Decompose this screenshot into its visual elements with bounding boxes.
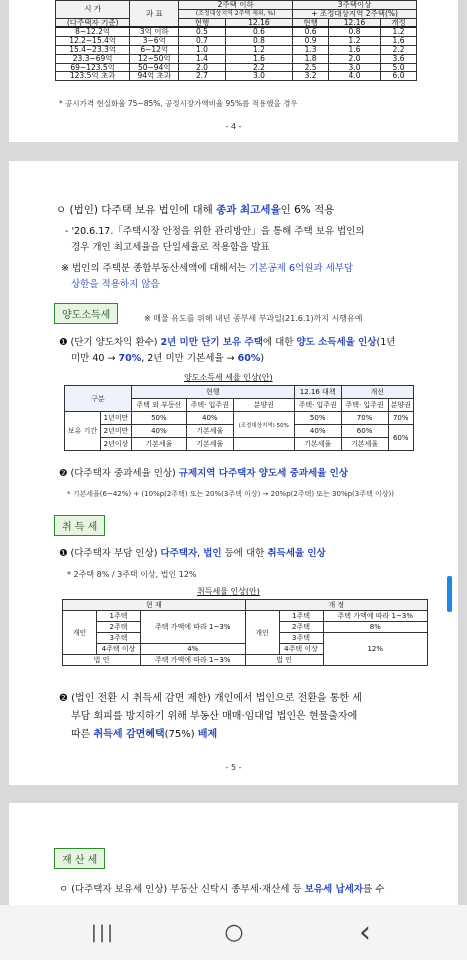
table-cell: 3억 이하 <box>130 27 179 36</box>
table-cell: 1.6 <box>381 37 417 46</box>
table-cell: 60% <box>388 425 413 451</box>
text: 따른 <box>71 729 94 740</box>
table-cell: 1.6 <box>329 45 381 54</box>
table-cell: 3.0 <box>225 72 292 81</box>
highlight-text: 보유세 납세자 <box>304 884 364 895</box>
highlight-text: 규제지역 다주택자 양도세 중과세율 인상 <box>178 468 349 479</box>
table-cell: 법 인 <box>63 655 141 666</box>
table-cell: 70% <box>341 412 388 425</box>
highlight-text: 기본공제 6억원과 세부담 <box>249 263 354 274</box>
text: 등에 대한 <box>221 548 268 559</box>
item-multi-home-surcharge <box>59 465 348 483</box>
highlight-text: 취득세율 인상 <box>267 548 326 559</box>
footnote: * 기본세율(6~42%) + (10%p(2주택) 또는 20%(3주택 이상) → 20%p(2주택) 또는 30%p(3주택 이상)) <box>67 490 394 498</box>
table-cell: 50% <box>294 412 341 425</box>
page-number: - 4 - <box>225 122 242 131</box>
table-cell: (조정대상지역) 50% <box>233 412 294 438</box>
table-header: 개정 <box>381 18 417 27</box>
paragraph-line: - '20.6.17.「주택시장 안정을 위한 관리방안」을 통해 주택 보유 법인의 <box>65 226 365 237</box>
table-side-header: 보유 기간 <box>65 412 101 451</box>
back-icon[interactable]: ‹ <box>359 914 371 950</box>
table-cell: 3~6억 <box>130 37 179 46</box>
table-header: 12.16 <box>225 18 292 27</box>
table-cell: 2년이상 <box>101 438 132 451</box>
home-icon[interactable]: ○ <box>224 919 244 945</box>
table-cell: 3.6 <box>381 54 417 63</box>
paragraph-line: 경우 개인 최고세율을 단일세율로 적용함을 발표 <box>71 242 270 253</box>
table-cell: 기본세율 <box>294 438 341 451</box>
highlight-text: 종과 최고세율 <box>216 204 281 216</box>
text: ) <box>260 353 265 364</box>
table-cell: 69~123.5억 <box>56 63 130 72</box>
table-header: 과 표 <box>130 1 179 28</box>
table-row <box>56 72 417 81</box>
navigation-bar <box>0 905 467 960</box>
table-cell: 40% <box>294 425 341 438</box>
table-cell: 0.8 <box>329 27 381 36</box>
table-cell: 12~50억 <box>130 54 179 63</box>
table-cell: 주택 가액에 따라 1~3% <box>141 611 246 644</box>
table-header: 현행 <box>293 18 329 27</box>
table-header: 주택· 입주권 <box>341 399 388 412</box>
table-cell: 3주택 <box>97 633 141 644</box>
table-row <box>56 54 417 63</box>
text: ❷ (다주택자 중과세율 인상) <box>59 468 179 479</box>
table-cell: 0.9 <box>293 37 329 46</box>
table-header: 분양권 <box>233 399 294 412</box>
table-cell: 50~94억 <box>130 63 179 72</box>
table-cell: 2.0 <box>329 54 381 63</box>
table-cell: 법 인 <box>245 655 323 666</box>
text: (75%) <box>164 729 198 740</box>
table-cell: 40% <box>131 425 186 438</box>
table-cell: 기본세율 <box>131 438 186 451</box>
table-header: + 조정대상지역 2주택(%) <box>293 9 417 18</box>
table-header: 구분 <box>65 386 132 412</box>
table-header: 주택 외 부동산 <box>131 399 186 412</box>
table-cell: 5.0 <box>381 63 417 72</box>
table-cell: 3.0 <box>329 63 381 72</box>
text: ※ 법인의 주택분 종합부동산세액에 대해서는 <box>61 263 250 274</box>
table-cell: 2.2 <box>381 45 417 54</box>
highlight-text: 다주택자 <box>160 548 198 559</box>
highlight-text: 양도 소득세율 인상 <box>296 337 377 348</box>
table-cell: 1주택 <box>279 611 323 622</box>
table-cell: 15.4~23.3억 <box>56 45 130 54</box>
section-tag-acquisition-tax: 취 득 세 <box>54 515 105 536</box>
table-cell: 6~12억 <box>130 45 179 54</box>
paragraph-trust-tax <box>59 881 384 899</box>
table-cell: 4주택 이상 <box>97 644 141 655</box>
footnote: * 2주택 8% / 3주택 이상, 법인 12% <box>67 570 197 579</box>
table-header: 분양권 <box>388 399 413 412</box>
property-tax-rate-table <box>55 0 417 81</box>
table-cell: 기본세율 <box>186 438 233 451</box>
paragraph-note <box>71 276 160 294</box>
highlight-text: 70% <box>118 353 142 364</box>
table-header: 현 재 <box>63 600 246 611</box>
highlight-text: 상한을 적용하지 않음 <box>71 279 160 290</box>
section-tag-transfer-tax: 양도소득세 <box>54 303 118 324</box>
text: ❶ (다주택자 부담 인상) <box>59 548 161 559</box>
table-cell: 94억 초과 <box>130 72 179 81</box>
table-caption: 양도소득세 세율 인상(안) <box>184 373 273 382</box>
text: ㅇ (다주택자 보유세 인상) 부동산 신탁시 종부세·재산세 등 <box>59 884 305 895</box>
table-cell: 2.5 <box>293 63 329 72</box>
table-cell: 1.2 <box>329 37 381 46</box>
table-cell: 2주택 <box>279 622 323 633</box>
document-page-5 <box>9 161 458 785</box>
table-header: 3주택이상 <box>293 1 417 10</box>
table-header: 주택· 입주권 <box>294 399 341 412</box>
text: 인 6% 적용 <box>280 204 335 216</box>
table-cell: 0.5 <box>179 27 225 36</box>
table-cell: 2.0 <box>179 63 225 72</box>
table-header: 개 정 <box>245 600 428 611</box>
item-short-term-gain-cont <box>71 350 264 368</box>
table-header: 현행 <box>179 18 225 27</box>
table-header: 현행 <box>131 386 294 399</box>
table-header: (다주택자 기준) <box>56 18 130 27</box>
table-header: 주택· 입주권 <box>186 399 233 412</box>
table-header: 시 가 <box>56 1 130 19</box>
table-header: (조정대상지역 2주택 제외, %) <box>179 9 293 18</box>
scrollbar-thumb[interactable] <box>447 576 452 612</box>
table-cell: 1.2 <box>381 27 417 36</box>
table-row <box>56 45 417 54</box>
item-corporate-conversion: ❷ (법인 전환 시 취득세 감면 제한) 개인에서 법인으로 전환을 통한 세 <box>59 693 362 704</box>
table-header: 2주택 이하 <box>179 1 293 10</box>
table-cell: 2.7 <box>179 72 225 81</box>
section-note: ※ 매물 유도를 위해 내년 종부세 부과일(21.6.1)까지 시행유예 <box>144 314 363 323</box>
table-cell: 1.2 <box>225 45 292 54</box>
table-cell: 0.6 <box>293 27 329 36</box>
text: ❶ (단기 양도차익 환수) <box>59 337 161 348</box>
table-cell: 1.0 <box>179 45 225 54</box>
acquisition-tax-rate-table <box>62 599 428 666</box>
highlight-text: 법인 <box>203 548 222 559</box>
paragraph-corporate-tax <box>56 201 334 219</box>
table-cell: 개인 <box>245 611 279 655</box>
table-row <box>65 438 414 451</box>
table-cell: 1년미만 <box>101 412 132 425</box>
table-cell: 개인 <box>63 611 97 655</box>
text: (1년 <box>376 337 396 348</box>
table-cell: 50% <box>131 412 186 425</box>
document-page-4 <box>9 0 458 142</box>
table-cell: 0.6 <box>225 27 292 36</box>
recent-apps-icon[interactable]: ||| <box>90 921 116 943</box>
text: 미만 40 → <box>71 353 119 364</box>
table-cell: 8% <box>323 622 428 633</box>
table-cell: 123.5억 초과 <box>56 72 130 81</box>
highlight-text: 배제 <box>197 729 218 740</box>
highlight-text: 취득세 감면혜택 <box>93 729 165 740</box>
table-cell <box>233 438 294 451</box>
table-header: 12.16 <box>329 18 381 27</box>
table-cell: 기본세율 <box>186 425 233 438</box>
table-cell: 12.2~15.4억 <box>56 37 130 46</box>
table-cell: 6.0 <box>381 72 417 81</box>
highlight-text: 60% <box>237 353 261 364</box>
table-cell: 3주택 <box>279 633 323 644</box>
page-number: - 5 - <box>225 763 242 772</box>
highlight-text: 2년 미만 단기 보유 주택 <box>160 337 263 348</box>
table-cell: 40% <box>186 412 233 425</box>
text: , <box>197 548 204 559</box>
table-cell: 12% <box>323 633 428 666</box>
item-acquisition-increase <box>59 545 326 563</box>
table-cell: 주택 가액에 따라 1~3% <box>141 655 246 666</box>
transfer-tax-rate-table <box>64 385 414 451</box>
section-tag-property-tax: 재 산 세 <box>54 848 105 869</box>
table-cell: 4주택 이상 <box>279 644 323 655</box>
table-caption: 취득세율 인상(안) <box>197 587 260 596</box>
table-cell: 1주택 <box>97 611 141 622</box>
table-row <box>65 412 414 425</box>
table-cell: 기본세율 <box>341 438 388 451</box>
table-cell: 70% <box>388 412 413 425</box>
text: 에 대한 <box>262 337 297 348</box>
document-page-6 <box>9 803 458 913</box>
table-cell: 2.2 <box>225 63 292 72</box>
table-cell: 60% <box>341 425 388 438</box>
text: ㅇ (법인) 다주택 보유 법인에 대해 <box>56 204 217 216</box>
table-cell: 1.4 <box>179 54 225 63</box>
table-header: 12.16 대책 <box>294 386 341 399</box>
table-cell: 23.3~69억 <box>56 54 130 63</box>
item-corporate-conversion-cont: 부담 회피를 방지하기 위해 부동산 매매·임대업 법인은 현물출자에 <box>71 711 358 722</box>
table-cell: 2년미만 <box>101 425 132 438</box>
text: , 2년 미만 기본세율 → <box>141 353 238 364</box>
table-cell: 1.3 <box>293 45 329 54</box>
table-cell: 0.7 <box>179 37 225 46</box>
table-cell: 3.2 <box>293 72 329 81</box>
table-cell: 1.6 <box>225 54 292 63</box>
table-cell: 4.0 <box>329 72 381 81</box>
table-cell: 주택 가액에 따라 1~3% <box>323 611 428 622</box>
table-cell: 8~12.2억 <box>56 27 130 36</box>
table-cell: 4% <box>141 644 246 655</box>
table-cell: 0.8 <box>225 37 292 46</box>
table-header: 개선 <box>341 386 413 399</box>
table-cell: 2주택 <box>97 622 141 633</box>
table-cell: 1.8 <box>293 54 329 63</box>
table-row <box>63 611 428 622</box>
text: 를 수 <box>363 884 385 895</box>
footnote: * 공시가격 현실화율 75~85%, 공정시장가액비율 95%를 적용했을 경우 <box>59 99 298 108</box>
item-corporate-conversion-cont <box>71 726 217 744</box>
